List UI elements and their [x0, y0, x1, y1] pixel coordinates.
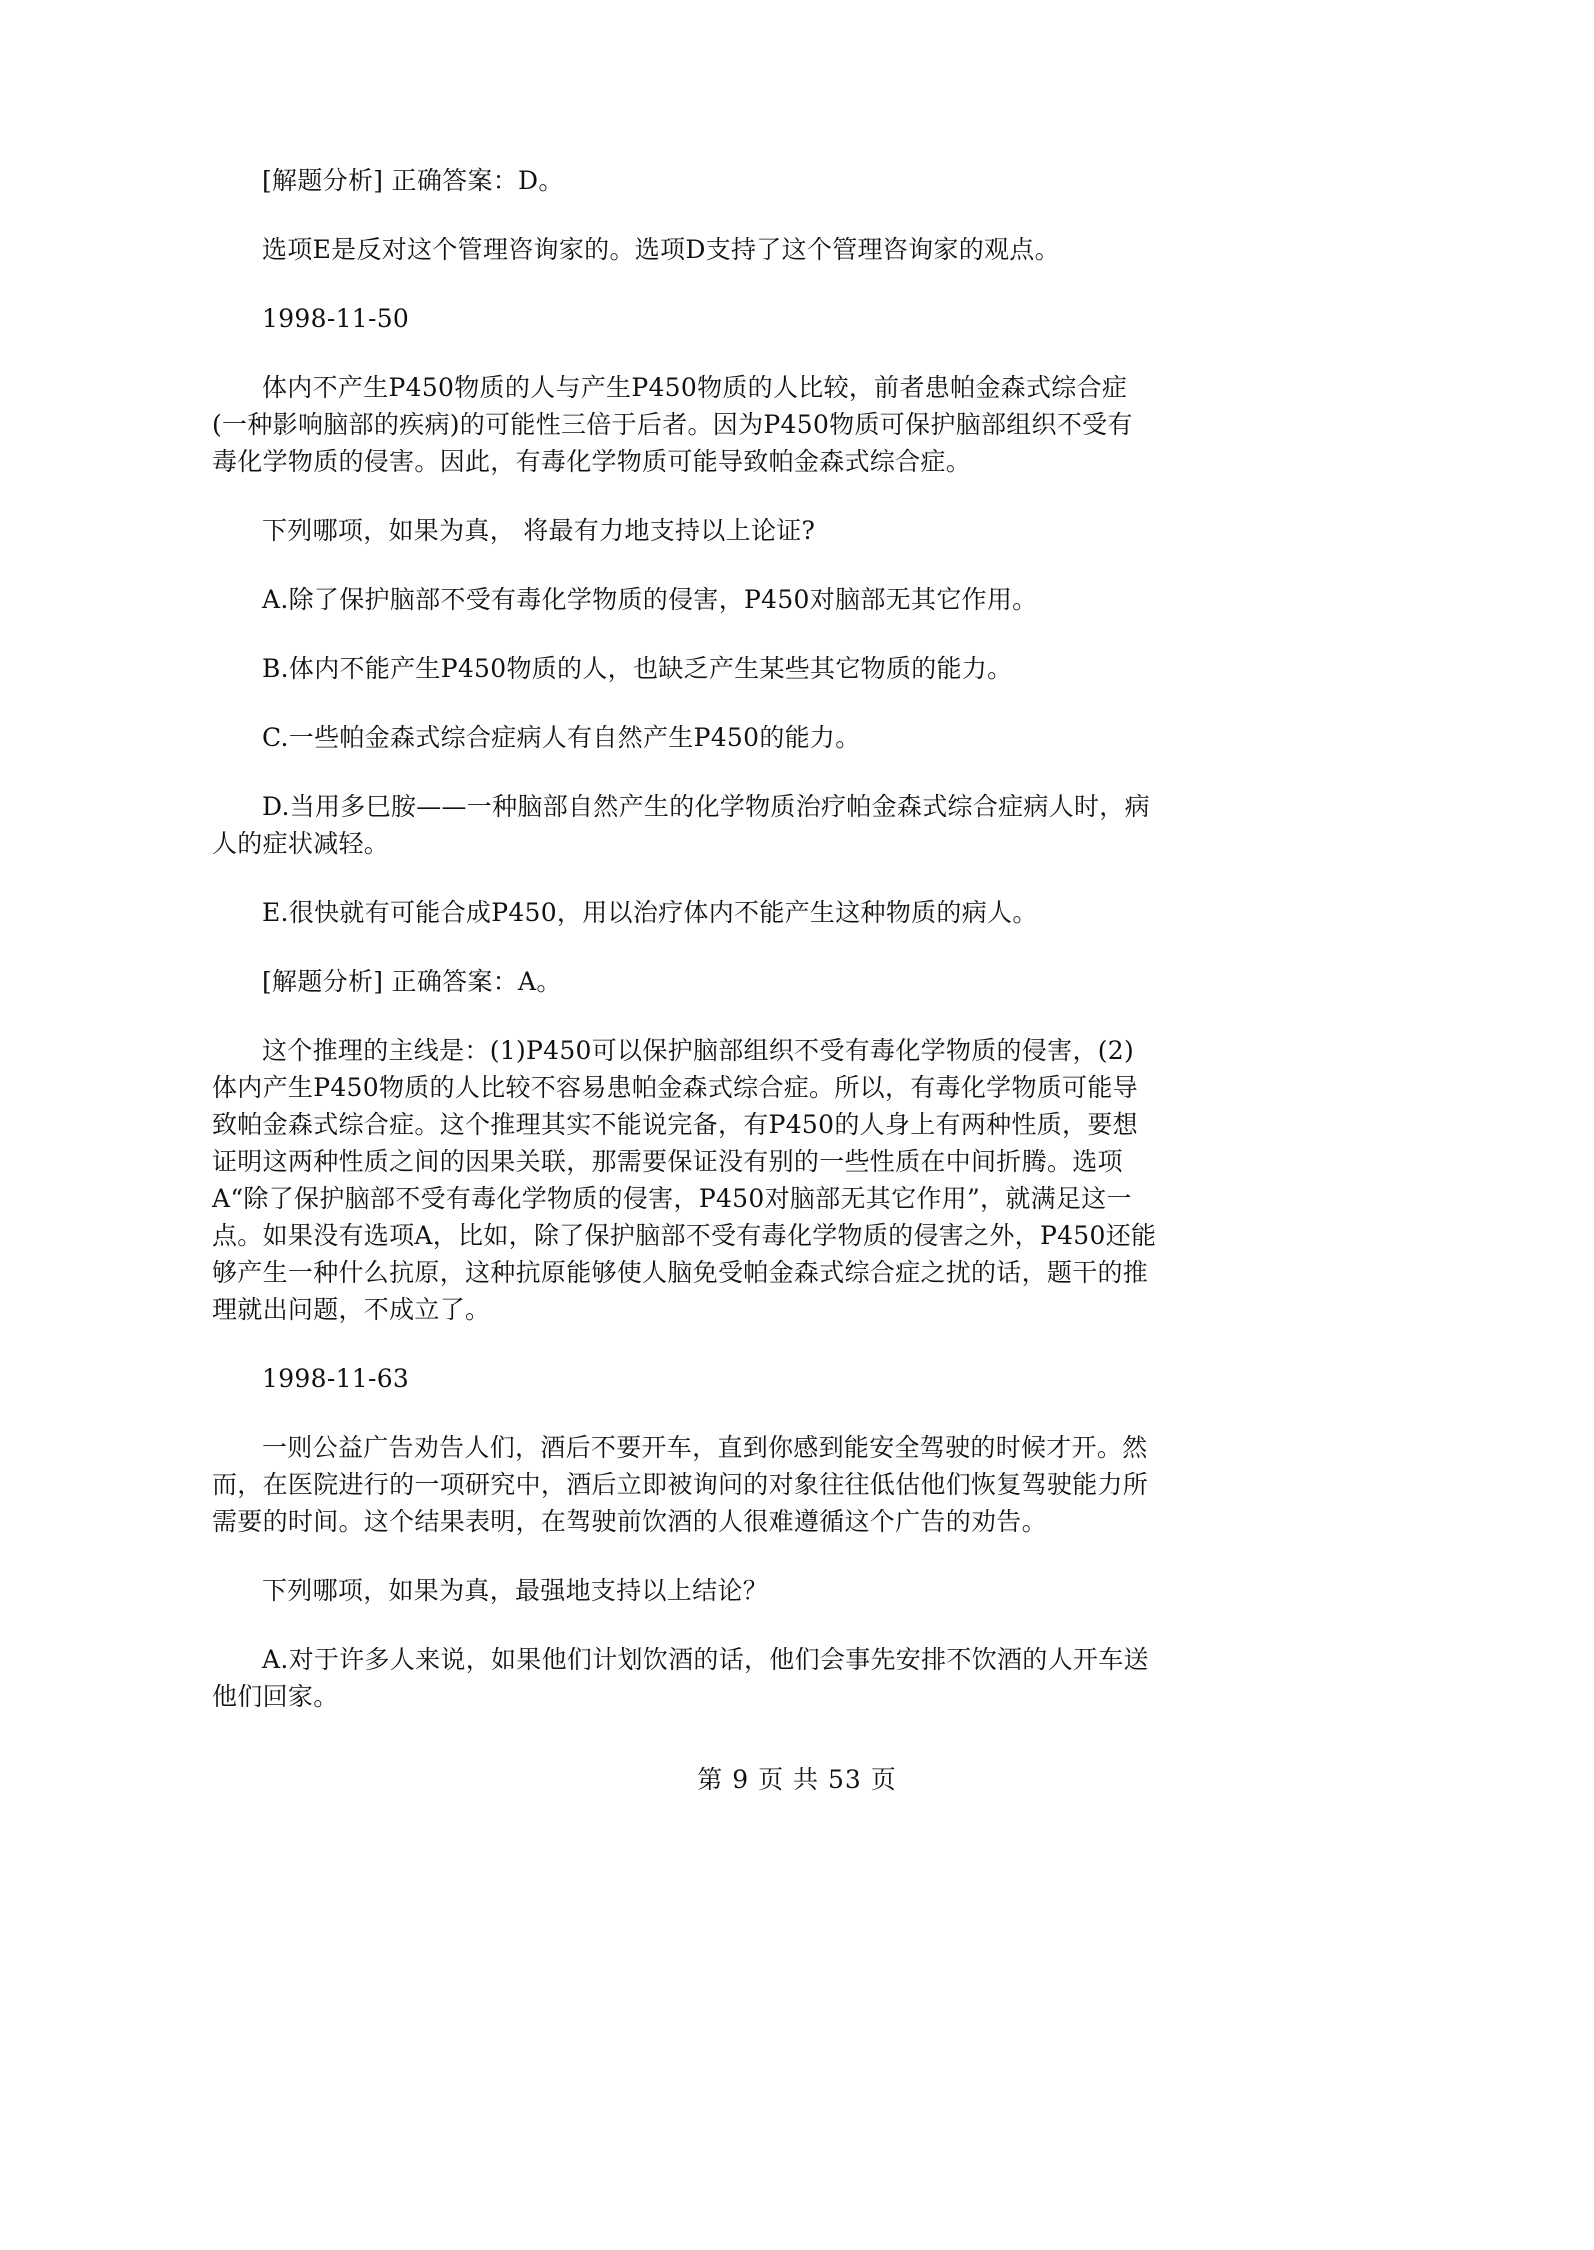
answer-analysis-2: [解题分析] 正确答案：A。 [262, 967, 562, 996]
analysis-text-1: 选项E是反对这个管理咨询家的。选项D支持了这个管理咨询家的观点。 [262, 235, 1060, 264]
answer-analysis-1: [解题分析] 正确答案：D。 [262, 166, 564, 195]
analysis-text-2: 这个推理的主线是：(1)P450可以保护脑部组织不受有毒化学物质的侵害，(2)体内产生P450物质的人比较不容易患帕金森式综合症。所以，有毒化学物质可能导致帕金森式综合症。这个推理其实不能说完备，有P450的人身上有两种性质，要想证明这两种性质之间的因果关联，那需要保证没有别的一些性质在中间折腾。选项A“除了保护脑部不受有毒化学物质的侵害，P450对脑部无其它作用”，就满足这一点。如果没有选项A，比如，除了保护脑部不受有毒化学物质的侵害之外，P450还能够产生一种什么抗原，这种抗原能够使人脑免受帕金森式综合症之扰的话，题干的推理就出问题，不成立了。 [212, 1036, 1157, 1324]
option-a-2: A.对于许多人来说，如果他们计划饮酒的话，他们会事先安排不饮酒的人开车送他们回家。 [212, 1645, 1149, 1711]
question-prompt-1: 下列哪项，如果为真， 将最有力地支持以上论证? [262, 516, 816, 545]
option-a-1: A.除了保护脑部不受有毒化学物质的侵害，P450对脑部无其它作用。 [262, 585, 1038, 614]
document-body [212, 162, 1157, 1747]
page-footer: 第 9 页 共 53 页 [697, 1765, 897, 1794]
option-b-1: B.体内不能产生P450物质的人，也缺乏产生某些其它物质的能力。 [262, 654, 1013, 683]
question-id-2: 1998-11-63 [262, 1364, 410, 1393]
option-c-1: C.一些帕金森式综合症病人有自然产生P450的能力。 [262, 723, 861, 752]
question-prompt-2: 下列哪项，如果为真，最强地支持以上结论？ [262, 1576, 769, 1605]
option-d-1: D.当用多巳胺——一种脑部自然产生的化学物质治疗帕金森式综合症病人时，病人的症状减轻。 [212, 792, 1150, 858]
question-stem-1: 体内不产生P450物质的人与产生P450物质的人比较，前者患帕金森式综合症(一种影响脑部的疾病)的可能性三倍于后者。因为P450物质可保护脑部组织不受有毒化学物质的侵害。因此，有毒化学物质可能导致帕金森式综合症。 [212, 373, 1133, 476]
question-id-1: 1998-11-50 [262, 304, 410, 333]
option-e-1: E.很快就有可能合成P450，用以治疗体内不能产生这种物质的病人。 [262, 898, 1038, 927]
question-stem-2: 一则公益广告劝告人们，酒后不要开车，直到你感到能安全驾驶的时候才开。然而，在医院进行的一项研究中，酒后立即被询问的对象往往低估他们恢复驾驶能力所需要的时间。这个结果表明，在驾驶前饮酒的人很难遵循这个广告的劝告。 [212, 1433, 1149, 1536]
